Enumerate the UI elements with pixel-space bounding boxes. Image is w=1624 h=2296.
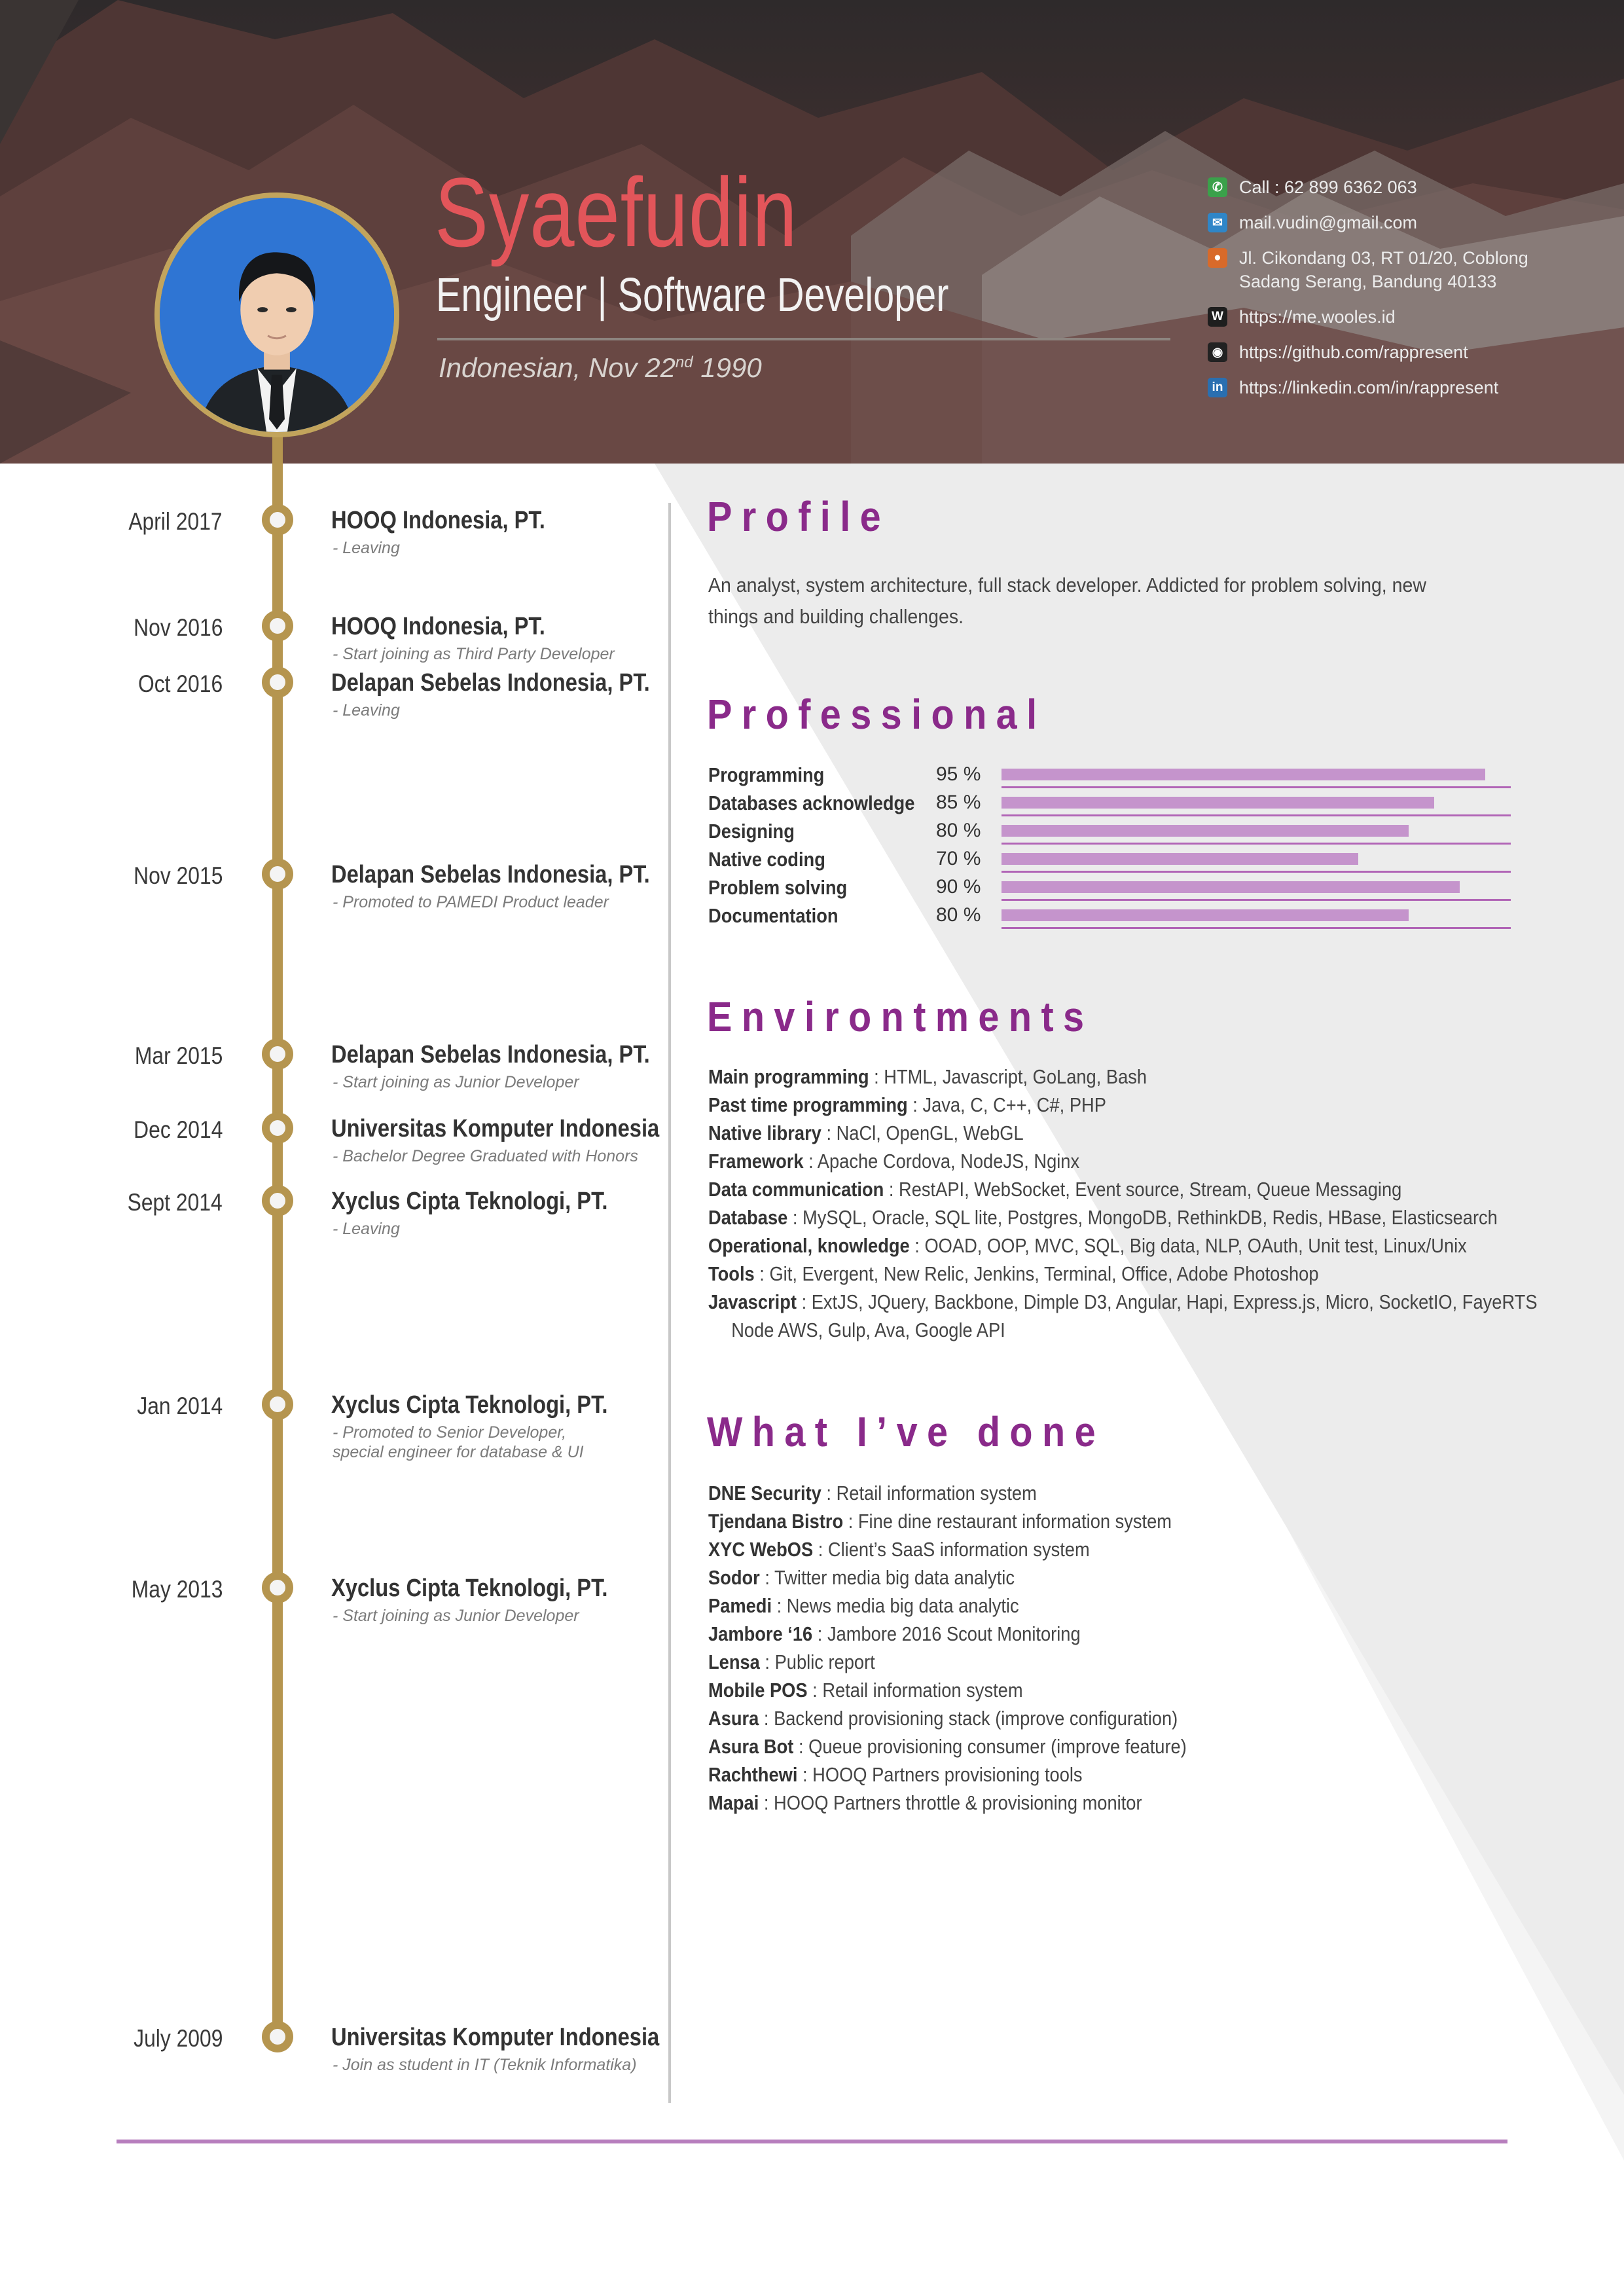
contact-text[interactable]: https://linkedin.com/in/rappresent <box>1239 378 1499 397</box>
contact-row <box>1208 175 1528 199</box>
timeline-entry <box>0 1112 660 1165</box>
environment-key: Operational, knowledge <box>708 1234 910 1257</box>
project-description: : Client’s SaaS information system <box>813 1538 1090 1561</box>
person-name: Syaefudin <box>435 157 798 267</box>
environment-value: : Git, Evergent, New Relic, Jenkins, Terminal, Office, Adobe Photoshop <box>754 1262 1319 1285</box>
skill-bar-track <box>1001 881 1511 901</box>
skill-bar-fill <box>1001 853 1358 865</box>
profile-text: An analyst, system architecture, full stack developer. Addicted for problem solving, new things and building challenges. <box>708 574 1426 628</box>
project-name: Mobile POS <box>708 1679 808 1702</box>
project-description: : Queue provisioning consumer (improve feature) <box>793 1735 1187 1758</box>
skill-percent: 95 % <box>936 763 981 785</box>
skill-percent: 85 % <box>936 792 981 813</box>
project-item <box>708 1789 1457 1817</box>
timeline-company: Delapan Sebelas Indonesia, PT. <box>331 669 650 697</box>
skill-percent: 80 % <box>936 904 981 926</box>
timeline-entry <box>0 666 655 719</box>
environment-value: : HTML, Javascript, GoLang, Bash <box>869 1065 1147 1088</box>
contact-row <box>1208 246 1528 293</box>
environment-item <box>708 1119 1457 1147</box>
timeline-company: HOOQ Indonesia, PT. <box>331 613 545 640</box>
environment-item <box>708 1260 1457 1288</box>
timeline-entry <box>0 504 655 556</box>
environment-value: : Java, C, C++, C#, PHP <box>907 1093 1106 1116</box>
skill-label: Native coding <box>708 848 825 871</box>
environment-key: Javascript <box>708 1290 797 1313</box>
contact-row <box>1208 376 1528 399</box>
skill-bar-fill <box>1001 825 1409 837</box>
person-role: Engineer | Software Developer <box>436 269 949 321</box>
environment-continuation: Node AWS, Gulp, Ava, Google API <box>731 1319 1005 1341</box>
project-description: : Twitter media big data analytic <box>759 1566 1015 1589</box>
contact-text: Call : 62 899 6362 063 <box>1239 177 1417 197</box>
timeline-date: April 2017 <box>128 508 223 535</box>
timeline-marker-icon <box>262 2021 293 2052</box>
project-description: : Backend provisioning stack (improve configuration) <box>759 1707 1178 1730</box>
skill-label: Designing <box>708 820 795 843</box>
timeline-date: Oct 2016 <box>137 670 223 697</box>
project-description: : Jambore 2016 Scout Monitoring <box>812 1622 1081 1645</box>
project-name: Rachthewi <box>708 1763 798 1786</box>
project-description: : Retail information system <box>807 1679 1023 1702</box>
environment-item <box>708 1063 1457 1091</box>
contact-row <box>1208 305 1528 329</box>
skill-bar-track <box>1001 909 1511 929</box>
project-item <box>708 1507 1457 1535</box>
timeline-marker-icon <box>262 1112 293 1144</box>
timeline-marker-icon <box>262 1038 293 1070</box>
environment-value: : Apache Cordova, NodeJS, Nginx <box>803 1150 1080 1173</box>
environment-list <box>708 1063 1559 1344</box>
skill-bar-fill <box>1001 909 1409 921</box>
skill-label: Databases acknowledge <box>708 792 915 814</box>
linkedin-icon: in <box>1208 378 1227 397</box>
nationality-birthdate <box>439 352 762 384</box>
timeline-company: Xyclus Cipta Teknologi, PT. <box>331 1391 608 1419</box>
timeline-entry <box>0 1185 655 1237</box>
project-item <box>708 1620 1457 1648</box>
done-title: What I’ve done <box>707 1408 1106 1455</box>
birth-suffix: nd <box>675 354 693 371</box>
github-icon: ◉ <box>1208 342 1227 362</box>
skill-bar-track <box>1001 853 1511 873</box>
project-name: Tjendana Bistro <box>708 1510 844 1533</box>
timeline-entry <box>0 2021 660 2074</box>
timeline-entry <box>0 858 655 911</box>
project-item <box>708 1760 1457 1789</box>
skill-bar-track <box>1001 769 1511 788</box>
timeline-note: - Start joining as Third Party Developer <box>333 645 615 663</box>
skill-bar-track <box>1001 825 1511 845</box>
contact-row <box>1208 211 1528 234</box>
timeline-marker-icon <box>262 1572 293 1603</box>
environment-item <box>708 1231 1467 1260</box>
skill-percent: 90 % <box>936 876 981 898</box>
timeline-entry <box>0 1572 655 1624</box>
project-item <box>708 1535 1457 1563</box>
project-name: Mapai <box>708 1791 759 1814</box>
location-pin-icon: ● <box>1208 248 1227 268</box>
timeline-marker-icon <box>262 1185 293 1216</box>
timeline-date: July 2009 <box>133 2025 223 2052</box>
timeline-date: Nov 2016 <box>133 614 223 641</box>
timeline-marker-icon <box>262 666 293 698</box>
project-description: : Fine dine restaurant information system <box>843 1510 1172 1533</box>
avatar-illustration <box>160 198 394 432</box>
skill-bar-fill <box>1001 881 1460 893</box>
timeline-company: Xyclus Cipta Teknologi, PT. <box>331 1575 608 1602</box>
profile-photo <box>154 192 399 437</box>
project-item <box>708 1676 1457 1704</box>
project-description: : HOOQ Partners provisioning tools <box>797 1763 1083 1786</box>
environment-value: : MySQL, Oracle, SQL lite, Postgres, MongoDB, RethinkDB, Redis, HBase, Elasticsearch <box>787 1206 1498 1229</box>
project-name: Asura <box>708 1707 759 1730</box>
environment-item <box>708 1203 1498 1231</box>
contact-list <box>1208 175 1528 411</box>
environment-key: Native library <box>708 1121 821 1144</box>
timeline-note: - Bachelor Degree Graduated with Honors <box>333 1147 638 1165</box>
environment-item <box>708 1091 1457 1119</box>
skill-label: Problem solving <box>708 876 848 899</box>
wordpress-icon: W <box>1208 307 1227 327</box>
environment-item <box>708 1147 1457 1175</box>
project-item <box>708 1479 1457 1507</box>
skill-percent: 80 % <box>936 820 981 841</box>
whatsapp-icon: ✆ <box>1208 177 1227 197</box>
environment-item <box>708 1175 1457 1203</box>
timeline-marker-icon <box>262 858 293 890</box>
project-item <box>708 1563 1457 1592</box>
timeline-date: Dec 2014 <box>133 1116 223 1143</box>
header-divider <box>437 338 1170 340</box>
contact-text[interactable]: https://github.com/rappresent <box>1239 342 1468 362</box>
contact-text[interactable]: Jl. Cikondang 03, RT 01/20, Coblong Sadang Serang, Bandung 40133 <box>1239 248 1528 291</box>
timeline-note: - Leaving <box>333 701 400 720</box>
project-description: : Retail information system <box>821 1482 1037 1504</box>
project-name: Lensa <box>708 1650 760 1673</box>
timeline-note: - Join as student in IT (Teknik Informatika) <box>333 2056 637 2074</box>
professional-title: Professional <box>707 691 1047 738</box>
timeline-note: - Start joining as Junior Developer <box>333 1607 579 1625</box>
environment-value: : NaCl, OpenGL, WebGL <box>821 1121 1024 1144</box>
timeline-company: Xyclus Cipta Teknologi, PT. <box>331 1188 608 1215</box>
timeline-note: - Leaving <box>333 539 400 557</box>
nationality-text: Indonesian, Nov 22 <box>439 352 676 383</box>
profile-title: Profile <box>707 493 891 540</box>
timeline-date: May 2013 <box>131 1576 223 1603</box>
timeline-note: - Leaving <box>333 1220 400 1238</box>
environment-value: : RestAPI, WebSocket, Event source, Stream, Queue Messaging <box>884 1178 1402 1201</box>
column-divider <box>668 503 671 2103</box>
project-name: Pamedi <box>708 1594 772 1617</box>
contact-row <box>1208 340 1528 364</box>
timeline-company: Universitas Komputer Indonesia <box>331 1115 660 1142</box>
timeline-date: Sept 2014 <box>127 1189 223 1216</box>
timeline-company: Delapan Sebelas Indonesia, PT. <box>331 861 650 888</box>
environment-value: : ExtJS, JQuery, Backbone, Dimple D3, Angular, Hapi, Express.js, Micro, SocketIO, FayeRTS <box>796 1290 1538 1313</box>
skill-bar-track <box>1001 797 1511 816</box>
environment-key: Past time programming <box>708 1093 908 1116</box>
timeline-company: HOOQ Indonesia, PT. <box>331 507 545 534</box>
contact-text[interactable]: mail.vudin@gmail.com <box>1239 213 1417 232</box>
environment-key: Framework <box>708 1150 804 1173</box>
environments-title: Environtments <box>707 993 1094 1040</box>
project-item <box>708 1592 1457 1620</box>
timeline-entry <box>0 1389 655 1461</box>
timeline-note: - Promoted to Senior Developer, special engineer for database & UI <box>333 1423 584 1461</box>
project-name: DNE Security <box>708 1482 821 1504</box>
project-description: : Public report <box>759 1650 875 1673</box>
timeline-date: Nov 2015 <box>133 862 223 889</box>
environment-key: Database <box>708 1206 788 1229</box>
timeline-note: - Start joining as Junior Developer <box>333 1073 579 1091</box>
timeline-date: Mar 2015 <box>134 1042 223 1069</box>
contact-text[interactable]: https://me.wooles.id <box>1239 307 1396 327</box>
project-item <box>708 1704 1457 1732</box>
environment-value: : OOAD, OOP, MVC, SQL, Big data, NLP, OAuth, Unit test, Linux/Unix <box>909 1234 1467 1257</box>
environment-key: Tools <box>708 1262 755 1285</box>
skill-bar-fill <box>1001 769 1485 780</box>
skill-label: Programming <box>708 763 825 786</box>
timeline-marker-icon <box>262 610 293 642</box>
mail-icon: ✉ <box>1208 213 1227 232</box>
project-name: Sodor <box>708 1566 760 1589</box>
project-name: Asura Bot <box>708 1735 794 1758</box>
project-name: XYC WebOS <box>708 1538 814 1561</box>
skill-percent: 70 % <box>936 848 981 869</box>
timeline-note: - Promoted to PAMEDI Product leader <box>333 893 609 911</box>
timeline-date: Jan 2014 <box>137 1393 223 1419</box>
environment-item <box>708 1288 1538 1316</box>
environment-key: Main programming <box>708 1065 869 1088</box>
timeline-entry <box>0 1038 655 1091</box>
birth-year: 1990 <box>693 352 762 383</box>
timeline-marker-icon <box>262 1389 293 1420</box>
timeline-entry <box>0 610 655 663</box>
skill-label: Documentation <box>708 904 839 927</box>
environment-key: Data communication <box>708 1178 884 1201</box>
project-name: Jambore ‘16 <box>708 1622 813 1645</box>
timeline-company: Universitas Komputer Indonesia <box>331 2024 660 2051</box>
project-item <box>708 1732 1457 1760</box>
skill-bar-fill <box>1001 797 1434 809</box>
project-item <box>708 1648 1457 1676</box>
project-description: : HOOQ Partners throttle & provisioning monitor <box>759 1791 1142 1814</box>
timeline-company: Delapan Sebelas Indonesia, PT. <box>331 1041 650 1068</box>
timeline-marker-icon <box>262 504 293 536</box>
done-list <box>708 1479 1559 1817</box>
footer-divider <box>117 2140 1507 2143</box>
project-description: : News media big data analytic <box>772 1594 1019 1617</box>
